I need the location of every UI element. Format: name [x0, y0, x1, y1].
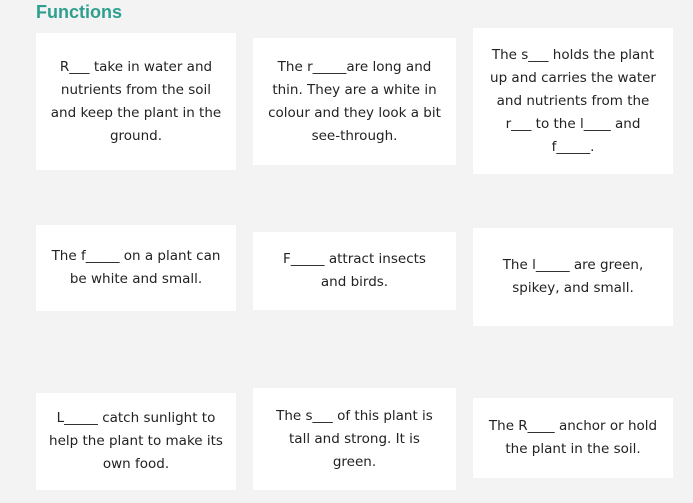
function-card-stem-1	[473, 28, 673, 174]
card-text: The s___ holds the plant up and carries the water and nutrients from the r___ to the l____ and f_____.	[490, 46, 656, 155]
card-text: The f_____ on a plant can be white and small.	[51, 248, 221, 287]
function-card-roots-1	[36, 33, 236, 170]
page-title: Functions	[36, 2, 122, 22]
card-text: The r_____are long and thin. They are a white in colour and they look a bit see-through.	[268, 58, 441, 144]
card-text: L_____ catch sunlight to help the plant to make its own food.	[49, 410, 223, 472]
function-card-stem-2	[253, 388, 456, 490]
function-card-leaves-1	[473, 228, 673, 326]
card-text: R___ take in water and nutrients from the soil and keep the plant in the ground.	[50, 58, 222, 144]
card-text: The R____ anchor or hold the plant in the soil.	[488, 418, 658, 457]
function-card-leaves-2	[36, 393, 236, 490]
card-text: The l_____ are green, spikey, and small.	[502, 257, 644, 296]
card-text: The s___ of this plant is tall and strong. It is green.	[276, 407, 433, 470]
function-card-flowers-2	[253, 232, 456, 310]
card-text: F_____ attract insects and birds.	[283, 251, 426, 290]
function-card-roots-3	[473, 398, 673, 478]
function-card-roots-2	[253, 38, 456, 165]
function-card-flowers-1	[36, 225, 236, 311]
